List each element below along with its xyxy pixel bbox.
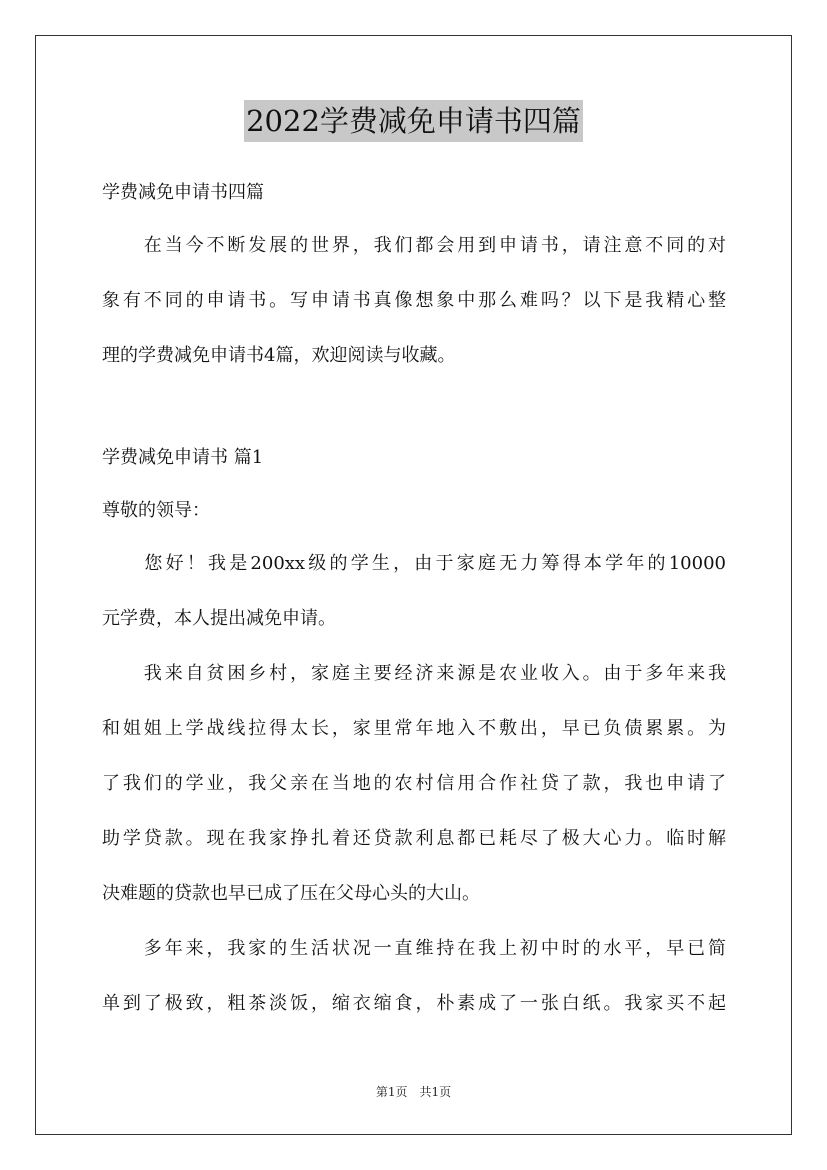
- paragraph-2: [102, 653, 726, 915]
- paragraph-line: 决难题的贷款也早已成了压在父母心头的大山。: [102, 883, 480, 904]
- intro-paragraph: [102, 225, 726, 377]
- salutation: 尊敬的领导：: [102, 500, 210, 521]
- paragraph-line: 元学费，本人提出减免申请。: [102, 608, 336, 629]
- paragraph-line: 和姐姐上学战线拉得太长，家里常年地入不敷出，早已负债累累。为: [102, 718, 726, 739]
- paragraph-line: 了我们的学业，我父亲在当地的农村信用合作社贷了款，我也申请了: [102, 773, 726, 794]
- paragraph-line: 您好！我是200xx级的学生，由于家庭无力筹得本学年的10000: [102, 553, 726, 574]
- title-container: [0, 100, 827, 142]
- document-title: 2022学费减免申请书四篇: [244, 100, 583, 142]
- paragraph-line: 在当今不断发展的世界，我们都会用到申请书，请注意不同的对: [102, 235, 726, 256]
- paragraph-line: 象有不同的申请书。写申请书真像想象中那么难吗？以下是我精心整: [102, 290, 726, 311]
- paragraph-1: [102, 543, 726, 640]
- paragraph-line: 多年来，我家的生活状况一直维持在我上初中时的水平，早已简: [102, 938, 726, 959]
- paragraph-line: 理的学费减免申请书4篇，欢迎阅读与收藏。: [102, 345, 456, 366]
- document-subtitle: 学费减免申请书四篇: [102, 182, 264, 203]
- section-heading: 学费减免申请书 篇1: [102, 447, 264, 468]
- paragraph-3: [102, 928, 726, 1025]
- paragraph-line: 助学贷款。现在我家挣扎着还贷款利息都已耗尽了极大心力。临时解: [102, 828, 726, 849]
- paragraph-line: 单到了极致，粗茶淡饭，缩衣缩食，朴素成了一张白纸。我家买不起: [102, 993, 726, 1014]
- document-body: [102, 172, 726, 1025]
- paragraph-line: 我来自贫困乡村，家庭主要经济来源是农业收入。由于多年来我: [102, 663, 726, 684]
- page-footer: 第1页 共1页: [375, 1085, 452, 1099]
